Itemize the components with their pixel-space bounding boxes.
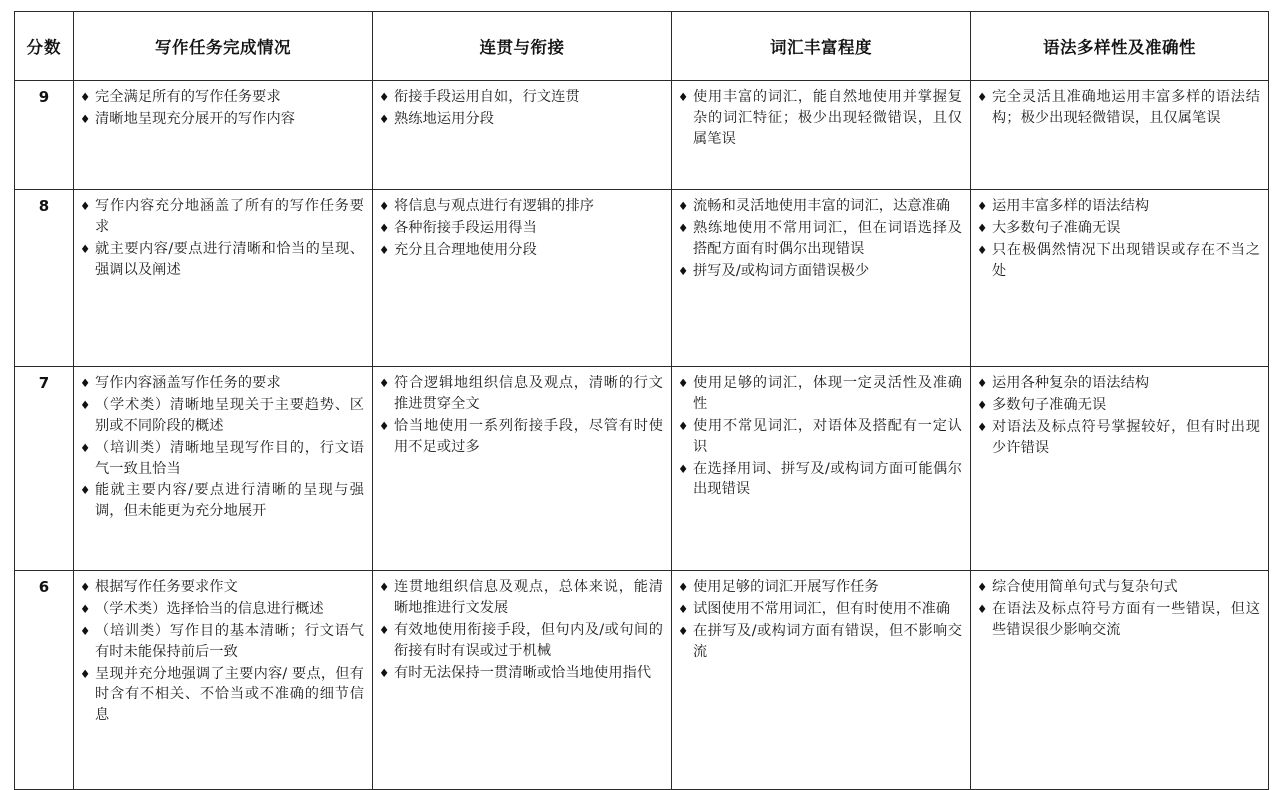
column-header-grammatical-range: 语法多样性及准确性 [971,12,1269,81]
bullet-list [977,373,1260,459]
list-item: ♦ 清晰地呈现充分展开的写作内容 [80,109,364,130]
list-item: ♦ 大多数句子准确无误 [977,218,1260,239]
grammatical-range-cell [971,190,1269,367]
list-item: ♦ 熟练地使用不常用词汇，但在词语选择及搭配方面有时偶尔出现错误 [678,218,962,260]
list-item: ♦ 根据写作任务要求作文 [80,577,364,598]
table-header-row [15,12,1269,81]
table-row [15,81,1269,190]
list-item: ♦ 各种衔接手段运用得当 [379,218,663,239]
task-achievement-cell [74,190,373,367]
task-achievement-cell [74,81,373,190]
grammatical-range-cell [971,81,1269,190]
bullet-list [678,373,962,500]
list-item: ♦ （培训类）写作目的基本清晰；行文语气有时未能保持前后一致 [80,621,364,663]
score-value: 8 [15,190,74,367]
list-item: ♦ 写作内容充分地涵盖了所有的写作任务要求 [80,196,364,238]
column-header-coherence-cohesion: 连贯与衔接 [373,12,672,81]
bullet-list [678,577,962,663]
list-item: ♦ 就主要内容/要点进行清晰和恰当的呈现、强调以及阐述 [80,239,364,281]
score-value: 7 [15,367,74,571]
list-item: ♦ 使用足够的词汇，体现一定灵活性及准确性 [678,373,962,415]
bullet-list [977,577,1260,641]
list-item: ♦ 恰当地使用一系列衔接手段，尽管有时使用不足或过多 [379,416,663,458]
list-item: ♦ 试图使用不常用词汇，但有时使用不准确 [678,599,962,620]
coherence-cohesion-cell [373,81,672,190]
list-item: ♦ 拼写及/或构词方面错误极少 [678,261,962,282]
lexical-resource-cell [672,367,971,571]
list-item: ♦ 呈现并充分地强调了主要内容/ 要点，但有时含有不相关、不恰当或不准确的细节信息 [80,664,364,727]
list-item: ♦ 在语法及标点符号方面有一些错误，但这些错误很少影响交流 [977,599,1260,641]
bullet-list [379,196,663,261]
bullet-list [80,87,364,130]
bullet-list [379,87,663,130]
list-item: ♦ 衔接手段运用自如，行文连贯 [379,87,663,108]
bullet-list [678,196,962,282]
list-item: ♦ 多数句子准确无误 [977,395,1260,416]
list-item: ♦ 有效地使用衔接手段，但句内及/或句间的衔接有时有误或过于机械 [379,620,663,662]
list-item: ♦ 完全满足所有的写作任务要求 [80,87,364,108]
list-item: ♦ 在拼写及/或构词方面有错误，但不影响交流 [678,621,962,663]
list-item: ♦ 写作内容涵盖写作任务的要求 [80,373,364,394]
bullet-list [80,196,364,281]
list-item: ♦ （培训类）清晰地呈现写作目的，行文语气一致且恰当 [80,438,364,480]
table-row [15,190,1269,367]
grammatical-range-cell [971,571,1269,790]
table-row [15,571,1269,790]
score-value: 6 [15,571,74,790]
list-item: ♦ 对语法及标点符号掌握较好，但有时出现少许错误 [977,417,1260,459]
coherence-cohesion-cell [373,367,672,571]
score-value: 9 [15,81,74,190]
grammatical-range-cell [971,367,1269,571]
column-header-lexical-resource: 词汇丰富程度 [672,12,971,81]
table-body [15,81,1269,790]
list-item: ♦ 使用足够的词汇开展写作任务 [678,577,962,598]
list-item: ♦ 符合逻辑地组织信息及观点，清晰的行文推进贯穿全文 [379,373,663,415]
column-header-score: 分数 [15,12,74,81]
list-item: ♦ （学术类）清晰地呈现关于主要趋势、区别或不同阶段的概述 [80,395,364,437]
coherence-cohesion-cell [373,190,672,367]
band-descriptor-table [14,11,1269,790]
table-row [15,367,1269,571]
list-item: ♦ 使用丰富的词汇，能自然地使用并掌握复杂的词汇特征；极少出现轻微错误，且仅属笔误 [678,87,962,150]
list-item: ♦ 综合使用简单句式与复杂句式 [977,577,1260,598]
bullet-list [80,373,364,522]
list-item: ♦ （学术类）选择恰当的信息进行概述 [80,599,364,620]
bullet-list [977,196,1260,282]
list-item: ♦ 能就主要内容/要点进行清晰的呈现与强调，但未能更为充分地展开 [80,480,364,522]
lexical-resource-cell [672,190,971,367]
bullet-list [379,577,663,683]
list-item: ♦ 只在极偶然情况下出现错误或存在不当之处 [977,240,1260,282]
column-header-task-achievement: 写作任务完成情况 [74,12,373,81]
task-achievement-cell [74,367,373,571]
list-item: ♦ 在选择用词、拼写及/或构词方面可能偶尔出现错误 [678,459,962,501]
list-item: ♦ 流畅和灵活地使用丰富的词汇，达意准确 [678,196,962,217]
lexical-resource-cell [672,81,971,190]
bullet-list [80,577,364,726]
task-achievement-cell [74,571,373,790]
bullet-list [678,87,962,150]
list-item: ♦ 熟练地运用分段 [379,109,663,130]
list-item: ♦ 将信息与观点进行有逻辑的排序 [379,196,663,217]
list-item: ♦ 运用各种复杂的语法结构 [977,373,1260,394]
list-item: ♦ 充分且合理地使用分段 [379,240,663,261]
list-item: ♦ 完全灵活且准确地运用丰富多样的语法结构；极少出现轻微错误，且仅属笔误 [977,87,1260,129]
lexical-resource-cell [672,571,971,790]
coherence-cohesion-cell [373,571,672,790]
bullet-list [977,87,1260,129]
list-item: ♦ 连贯地组织信息及观点，总体来说，能清晰地推进行文发展 [379,577,663,619]
list-item: ♦ 运用丰富多样的语法结构 [977,196,1260,217]
list-item: ♦ 使用不常见词汇，对语体及搭配有一定认识 [678,416,962,458]
bullet-list [379,373,663,458]
list-item: ♦ 有时无法保持一贯清晰或恰当地使用指代 [379,663,663,684]
